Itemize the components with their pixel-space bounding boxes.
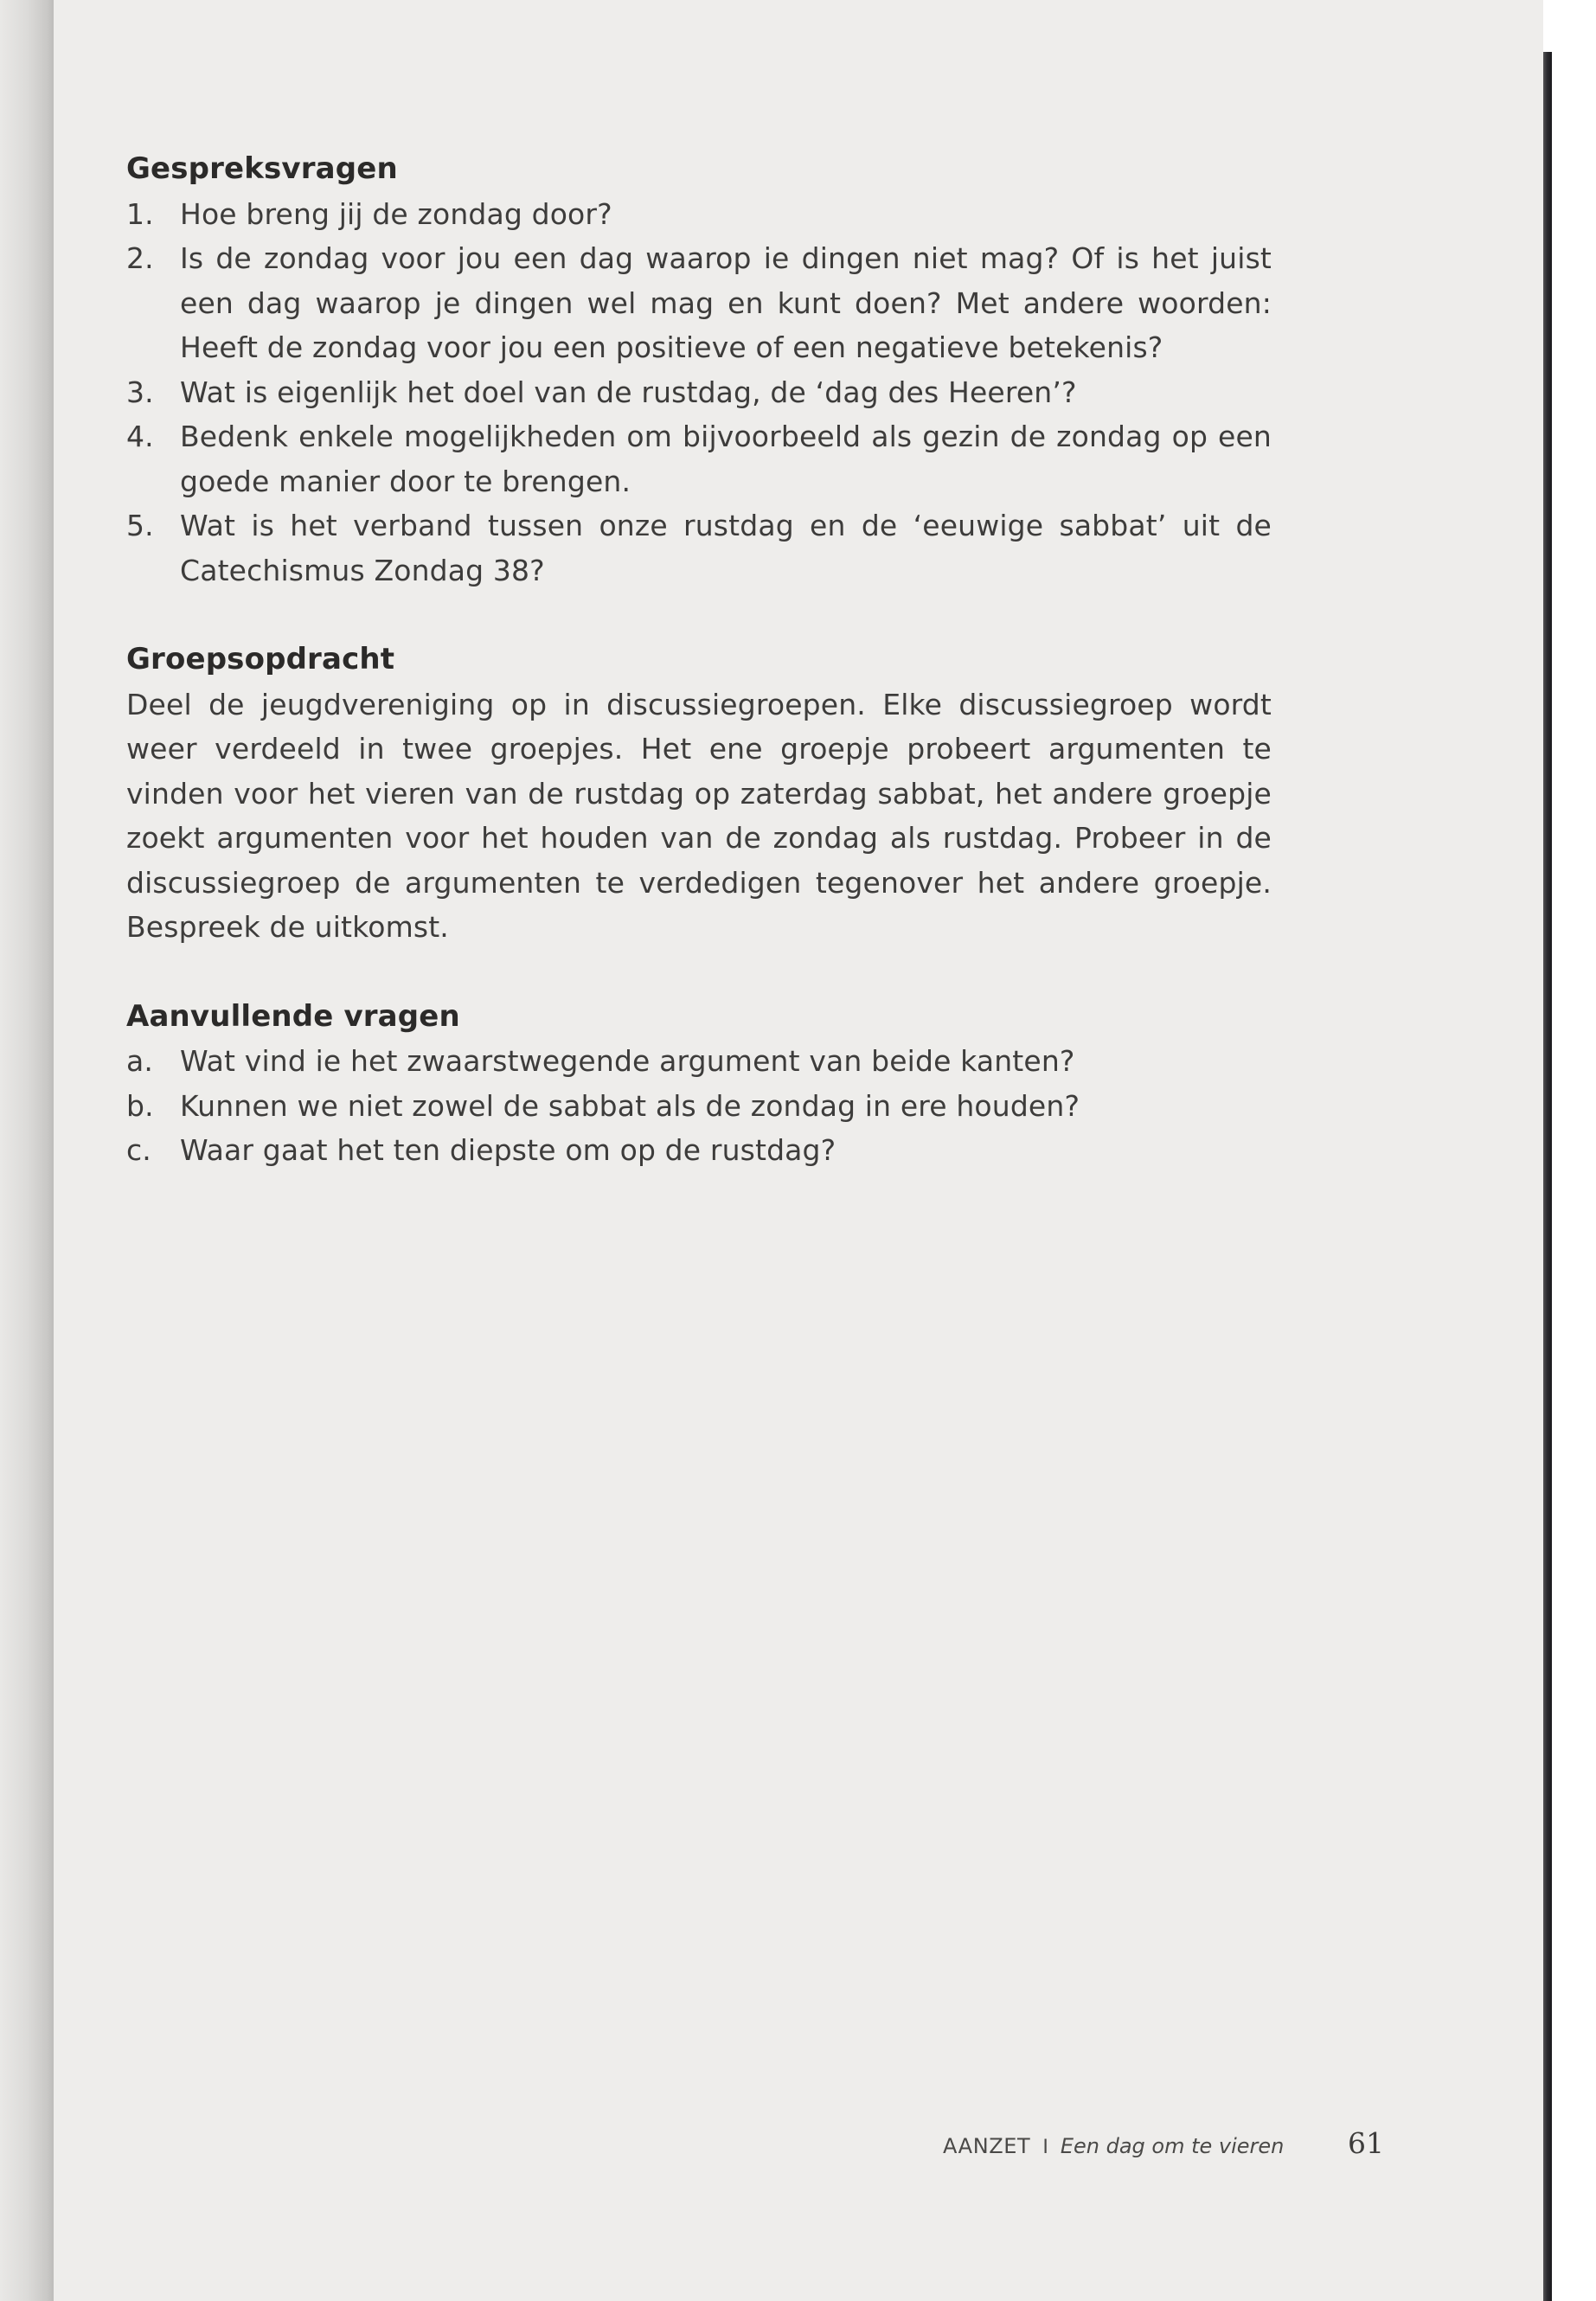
question-item [126,236,1272,370]
question-number: 4. [126,420,154,453]
page-number: 61 [1348,2126,1384,2160]
question-text: Wat vind ie het zwaarstwegende argument van beide kanten? [180,1044,1075,1078]
question-number: 1. [126,196,154,231]
question-list [126,192,1272,593]
groepsopdracht-text: Deel de jeugdvereniging op in discussiegroepen. Elke discussiegroep wordt weer verdeeld in twee groepjes. Het ene groepje probeert argumenten te vinden voor het vieren van de rustdag op zaterdag sabbat, het andere groepje zoekt argumenten voor het houden van de zondag als rustdag. Probeer in de discussiegroep de argumenten te verdedigen tegenover het andere groepje. Bespreek de uitkomst. [126,687,1272,944]
section-groepsopdracht [126,638,1272,950]
question-item [126,192,1272,237]
page-edge [1543,0,1596,2301]
heading-gespreksvragen: Gespreksvragen [126,151,398,186]
extra-question-item [126,1084,1272,1129]
extra-question-list [126,1039,1272,1173]
question-letter: b. [126,1088,154,1123]
heading-aanvullende-vragen: Aanvullende vragen [126,998,460,1034]
question-text: Bedenk enkele mogelijkheden om bijvoorbeeld als gezin de zondag op een goede manier door te brengen. [180,420,1272,498]
question-text: Waar gaat het ten diepste om op de rustdag? [180,1133,836,1167]
question-text: Hoe breng jij de zondag door? [180,196,612,231]
question-text: Kunnen we niet zowel de sabbat als de zondag in ere houden? [180,1088,1080,1123]
question-number: 3. [126,375,154,409]
question-item [126,370,1272,415]
footer-separator: I [1042,2137,1048,2158]
section-aanvullende-vragen [126,995,1272,1173]
question-text: Is de zondag voor jou een dag waarop ie dingen niet mag? Of is het juist een dag waarop je dingen wel mag en kunt doen? Met andere woorden: Heeft de zondag voor jou een positieve of een negatieve betekenis? [180,241,1272,364]
book-cover-edge [1543,52,1552,2301]
footer-series: AANZET [943,2134,1031,2158]
heading-groepsopdracht: Groepsopdracht [126,642,395,676]
page-footer [943,2126,1384,2160]
question-item [126,503,1272,593]
extra-question-item [126,1039,1272,1084]
question-letter: a. [126,1044,154,1078]
question-letter: c. [126,1133,151,1167]
question-number: 5. [126,509,154,542]
question-item [126,414,1272,503]
question-text: Wat is eigenlijk het doel van de rustdag, de ‘dag des Heeren’? [180,375,1077,409]
question-number: 2. [126,241,154,275]
extra-question-item [126,1128,1272,1173]
book-gutter [0,0,54,2301]
footer-chapter-title: Een dag om te vieren [1060,2134,1285,2158]
page-content [126,147,1272,1173]
section-gespreksvragen [126,147,1272,593]
question-text: Wat is het verband tussen onze rustdag en de ‘eeuwige sabbat’ uit de Catechismus Zondag 38? [180,509,1272,587]
